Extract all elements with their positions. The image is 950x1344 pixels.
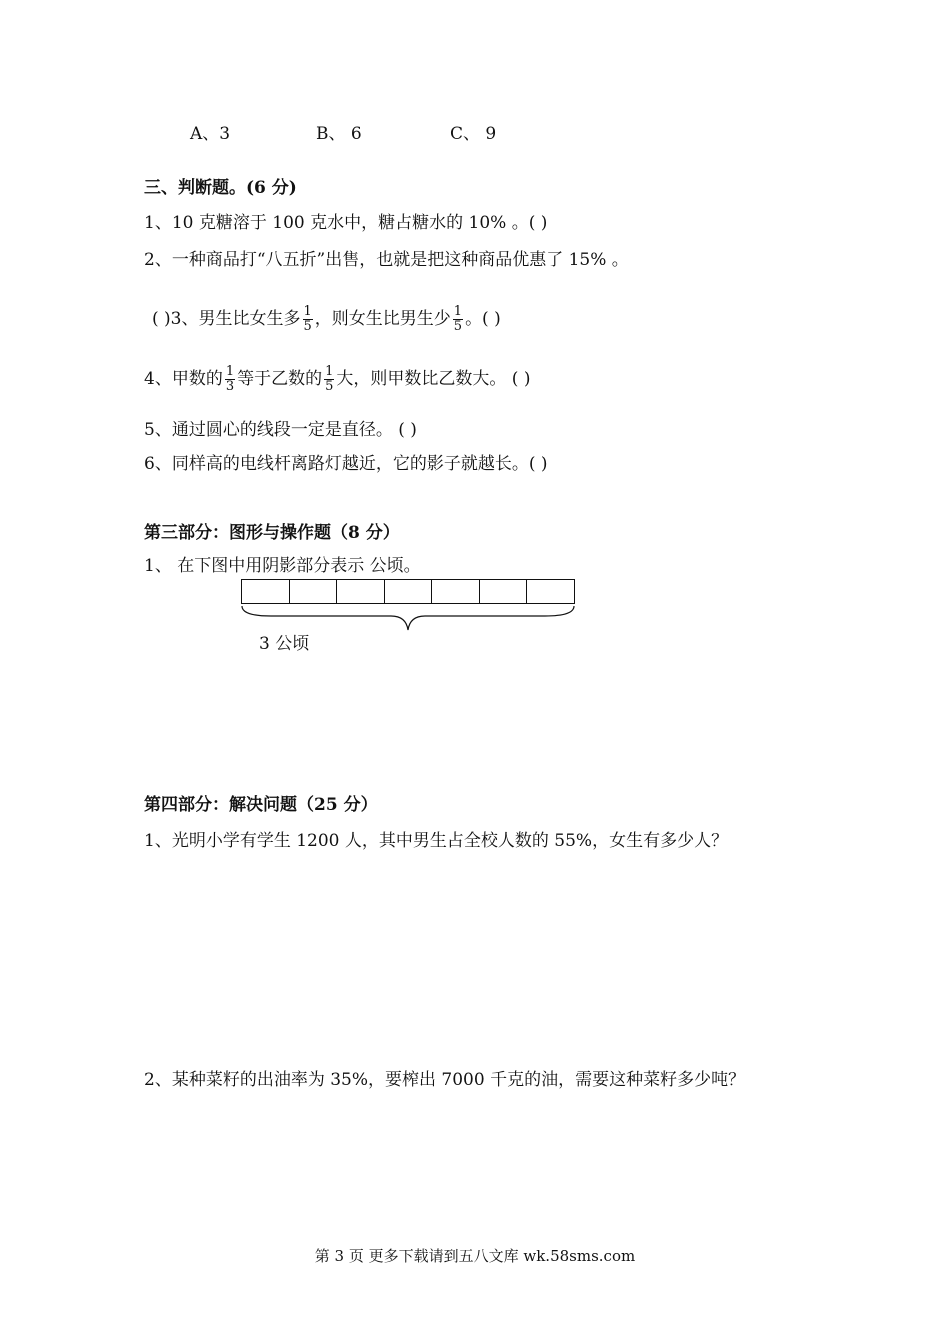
judge-question-4 — [144, 362, 530, 396]
grid-cell — [242, 580, 290, 603]
curly-brace — [241, 604, 575, 634]
fraction-one-fifth — [324, 365, 334, 393]
option-b: B、 6 — [316, 124, 362, 144]
solve-question-1: 1、光明小学有学生 1200 人，其中男生占全校人数的 55%，女生有多少人？ — [144, 831, 729, 851]
fraction-denominator: 5 — [303, 319, 312, 334]
grid-cell — [337, 580, 385, 603]
grid-cell — [290, 580, 338, 603]
judge-question-5: 5、通过圆心的线段一定是直径。 ( ) — [144, 420, 417, 440]
grid-cell — [527, 580, 574, 603]
fraction-denominator: 5 — [325, 379, 334, 394]
q4-text-c: 大，则甲数比乙数大。 ( ) — [336, 369, 531, 389]
fraction-denominator: 3 — [225, 379, 235, 394]
fraction-one-fifth — [453, 305, 463, 333]
grid-cell — [432, 580, 480, 603]
brace-label: 3 公顷 — [259, 634, 310, 654]
q4-text-b: 等于乙数的 — [237, 369, 323, 389]
judge-question-1: 1、10 克糖溶于 100 克水中，糖占糖水的 10% 。( ) — [144, 213, 548, 233]
judge-question-3 — [152, 302, 501, 336]
q3-end: 。( ) — [465, 309, 501, 329]
option-a: A、3 — [190, 124, 231, 144]
solve-question-2: 2、某种菜籽的出油率为 35%，要榨出 7000 千克的油，需要这种菜籽多少吨？ — [144, 1070, 746, 1090]
area-grid — [241, 579, 575, 604]
fraction-numerator: 1 — [453, 304, 463, 320]
q3-text-a: 3、男生比女生多 — [170, 309, 301, 329]
grid-cell — [385, 580, 433, 603]
fraction-denominator: 5 — [453, 319, 463, 334]
fraction-numerator: 1 — [303, 304, 312, 320]
judge-question-2: 2、一种商品打“八五折”出售，也就是把这种商品优惠了 15% 。 — [144, 250, 629, 270]
grid-cell — [480, 580, 528, 603]
figure-question-1: 1、 在下图中用阴影部分表示 公顷。 — [144, 556, 421, 576]
answer-paren: ( ) — [152, 309, 171, 329]
option-c: C、 9 — [450, 124, 497, 144]
judge-question-6: 6、同样高的电线杆离路灯越近，它的影子就越长。( ) — [144, 454, 548, 474]
fraction-numerator: 1 — [225, 364, 235, 380]
fraction-one-third — [225, 365, 235, 393]
page-footer: 第 3 页 更多下载请到五八文库 wk.58sms.com — [314, 1247, 636, 1265]
q3-text-b: ，则女生比男生少 — [314, 309, 451, 329]
fraction-one-fifth — [303, 305, 313, 333]
q4-text-a: 4、甲数的 — [144, 369, 223, 389]
section-judge-title: 三、判断题。(6 分) — [144, 178, 297, 198]
section-figure-title: 第三部分：图形与操作题（8 分） — [144, 523, 400, 543]
fraction-numerator: 1 — [325, 364, 334, 380]
section-solve-title: 第四部分：解决问题（25 分） — [144, 795, 378, 815]
